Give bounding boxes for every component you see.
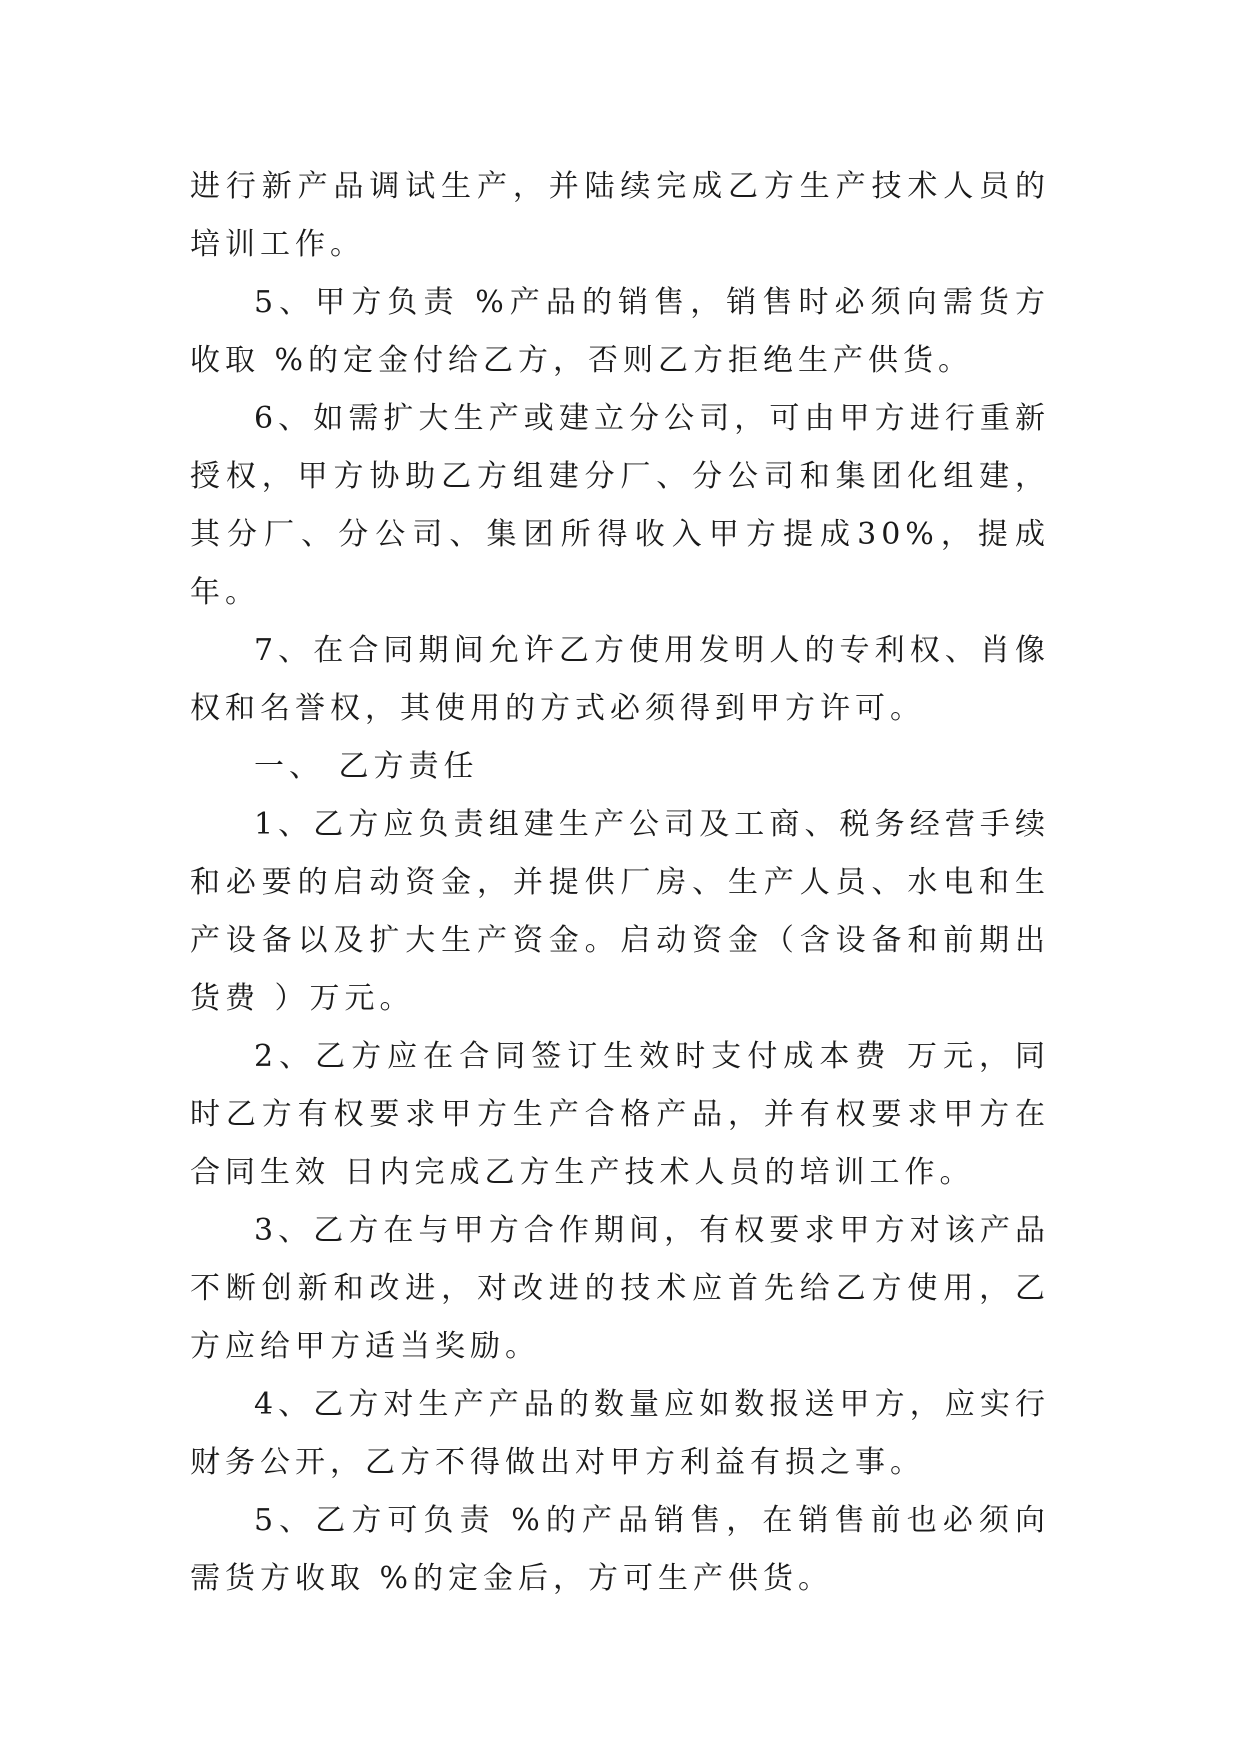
paragraph-party-b-item-4: 4、乙方对生产产品的数量应如数报送甲方，应实行财务公开，乙方不得做出对甲方利益有损之事。 bbox=[190, 1387, 1050, 1480]
section-heading-party-b-responsibility: 一、 乙方责任 bbox=[254, 749, 479, 784]
document-body bbox=[190, 158, 1050, 1608]
paragraph-party-b-item-5: 5、乙方可负责 %的产品销售，在销售前也必须向需货方收取 %的定金后，方可生产供货。 bbox=[190, 1503, 1050, 1596]
paragraph-party-a-item-5: 5、甲方负责 %产品的销售，销售时必须向需货方收取 %的定金付给乙方，否则乙方拒绝生产供货。 bbox=[190, 285, 1050, 378]
paragraph-party-b-item-3: 3、乙方在与甲方合作期间，有权要求甲方对该产品不断创新和改进，对改进的技术应首先给乙方使用，乙方应给甲方适当奖励。 bbox=[190, 1213, 1050, 1364]
paragraph-party-a-item-6: 6、如需扩大生产或建立分公司，可由甲方进行重新授权，甲方协助乙方组建分厂、分公司和集团化组建，其分厂、分公司、集团所得收入甲方提成30%，提成 年。 bbox=[190, 401, 1050, 610]
paragraph-continuation: 进行新产品调试生产，并陆续完成乙方生产技术人员的培训工作。 bbox=[190, 169, 1050, 262]
paragraph-party-a-item-7: 7、在合同期间允许乙方使用发明人的专利权、肖像权和名誉权，其使用的方式必须得到甲方许可。 bbox=[190, 633, 1050, 726]
paragraph-party-b-item-1: 1、乙方应负责组建生产公司及工商、税务经营手续和必要的启动资金，并提供厂房、生产人员、水电和生产设备以及扩大生产资金。启动资金（含设备和前期出货费 ）万元。 bbox=[190, 807, 1050, 1016]
paragraph-party-b-item-2: 2、乙方应在合同签订生效时支付成本费 万元，同时乙方有权要求甲方生产合格产品，并有权要求甲方在合同生效 日内完成乙方生产技术人员的培训工作。 bbox=[190, 1039, 1050, 1190]
